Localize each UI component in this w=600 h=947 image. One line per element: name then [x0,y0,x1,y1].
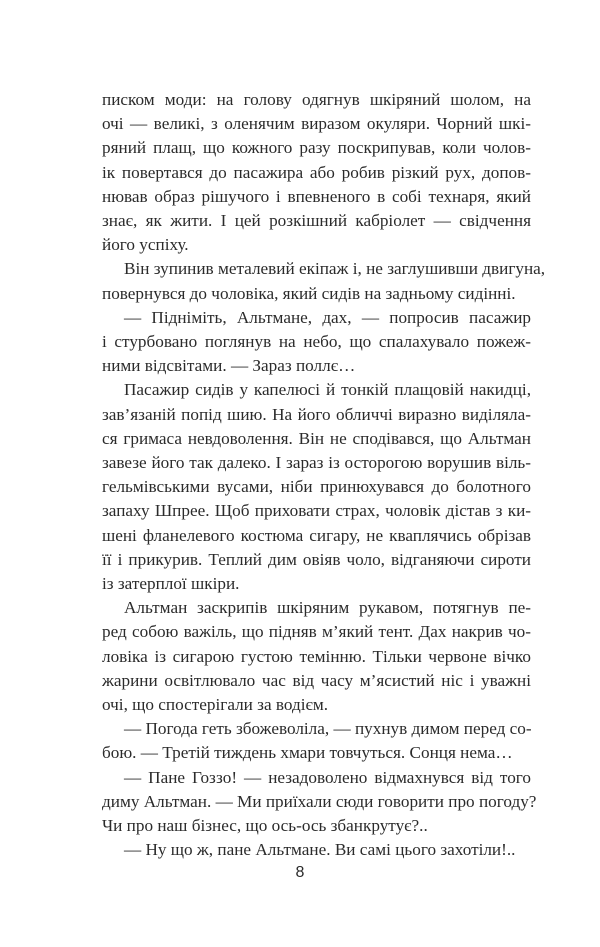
text-line: повернувся до чоловіка, який сидів на задньому сидінні. [102,283,516,303]
text-line: ся гримаса невдоволення. Він не сподівався, що Альтман [102,428,531,448]
text-line: зав’язаній попід шию. На його обличчі виразно виділяла- [102,404,531,424]
text-line: ік повертався до пасажира або робив різкий рух, допов- [102,162,531,182]
text-line: — Погода геть збожеволіла, — пухнув димом перед со- [124,719,532,739]
text-line: знає, як жити. І цей розкішний кабріолет — свідчення [102,211,531,231]
text-line: Чи про наш бізнес, що ось-ось збанкрутує?.. [102,816,428,836]
text-line: ред собою важіль, що підняв м’який тент. Дах накрив чо- [102,622,531,642]
book-page-text [102,88,546,863]
text-line: його успіху. [102,235,189,255]
text-line: нював образ рішучого і впевненого в собі технаря, який [102,186,531,206]
paragraph [102,717,531,765]
text-line: — Підніміть, Альтмане, дах, — попросив пасажир [124,307,531,327]
text-line: писком моди: на голову одягнув шкіряний шолом, на [102,90,531,109]
text-line: її і прикурив. Теплий дим овіяв чоло, відганяючи сироти [102,549,531,569]
text-line: гельмівськими вусами, ніби принюхувався до болотного [102,477,531,497]
text-line: Пасажир сидів у капелюсі й тонкій плащовій накидці, [124,380,531,400]
text-line: бою. — Третій тиждень хмари товчуться. Сонця нема… [102,743,513,763]
text-line: шені фланелевого костюма сигару, не кваплячись обрізав [102,525,531,545]
paragraph [102,596,531,717]
text-line: і стурбовано поглянув на небо, що спалахувало пожеж- [102,332,531,352]
text-line: жарини освітлювало час від часу м’ясистий ніс і уважні [102,670,531,690]
text-line: — Пане Гоззо! — незадоволено відмахнувся від того [124,767,531,787]
text-line: очі, що спостерігали за водієм. [102,695,329,715]
text-line: очі — великі, з оленячим виразом окуляри. Чорний шкі- [102,114,531,134]
text-line: завезе його так далеко. І зараз із осторогою ворушив віль- [102,453,531,473]
text-line: диму Альтман. — Ми приїхали сюди говорити про погоду? [102,791,537,811]
text-line: Він зупинив металевий екіпаж і, не заглушивши двигуна, [124,259,546,279]
text-line: ними відсвітами. — Зараз поллє… [102,356,356,376]
text-line: Альтман заскрипів шкіряним рукавом, потягнув пе- [124,598,531,618]
page-number: 8 [295,864,305,881]
paragraph [102,88,531,257]
text-line: запаху Шпрее. Щоб приховати страх, чоловік дістав з ки- [102,501,531,521]
paragraph [102,766,537,839]
text-line: із затерплої шкіри. [102,574,240,594]
text-line: — Ну що ж, пане Альтмане. Ви самі цього захотіли!.. [124,840,516,860]
paragraph [102,306,531,379]
paragraph [102,378,531,596]
text-line: ловіка із сигарою густою темінню. Тільки червоне вічко [102,646,531,666]
paragraph [102,257,546,305]
text-line: ряний плащ, що кожного разу поскрипував, коли чолов- [102,138,531,158]
paragraph [102,838,531,862]
